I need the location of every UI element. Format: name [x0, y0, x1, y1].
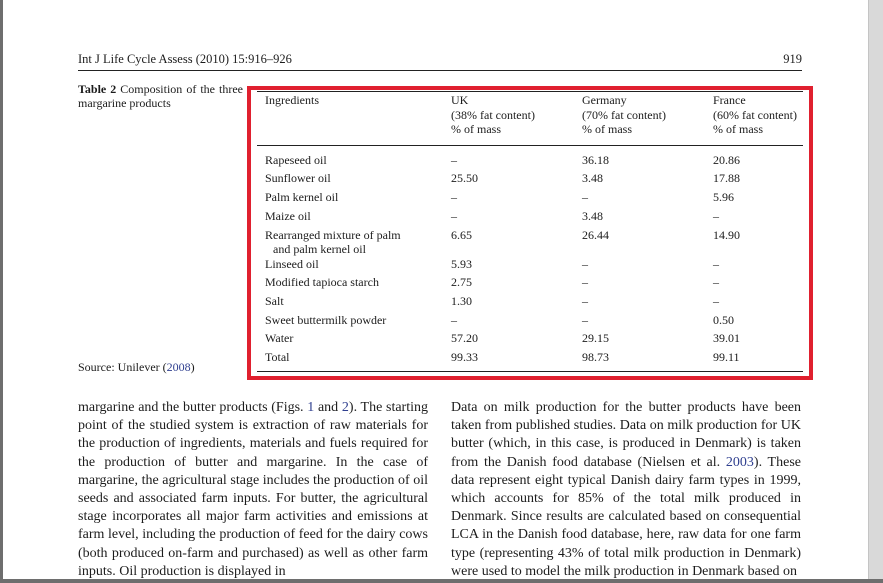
- citation-year-link[interactable]: 2003: [725, 454, 754, 470]
- header-ingredients: Ingredients: [265, 93, 319, 107]
- viewer-left-edge: [0, 0, 3, 583]
- header-france-country: France: [713, 93, 746, 107]
- row-ingredient: Salt: [265, 294, 284, 308]
- row-germany-value: –: [582, 257, 588, 271]
- body-right-text-2: ). These data represent eight typical Danish dairy farm types in 1999, which accounts for 85% of the total milk produced in Denmark. Since results are calculated based on consequential LCA in the Danish food database, here, raw data for one farm type (representing 43% of total milk production in Denmark) were used to model the milk production in Denmark based on: [451, 454, 801, 579]
- header-uk-unit: % of mass: [451, 122, 501, 136]
- row-france-value: 0.50: [713, 313, 734, 327]
- row-germany-value: –: [582, 275, 588, 289]
- row-france-value: 5.96: [713, 190, 734, 204]
- header-france-fat: (60% fat content): [713, 107, 797, 122]
- header-rule: [78, 70, 802, 71]
- body-left-text-2: and: [314, 400, 342, 415]
- row-uk-value: –: [451, 313, 457, 327]
- source-year-link[interactable]: 2008: [166, 360, 191, 374]
- source-suffix: ): [190, 360, 195, 374]
- header-france-unit: % of mass: [713, 122, 763, 136]
- row-ingredient: Water: [265, 331, 294, 345]
- table-highlight-box: [247, 86, 813, 380]
- header-germany-unit: % of mass: [582, 122, 632, 136]
- journal-citation: Int J Life Cycle Assess (2010) 15:916–926: [78, 52, 292, 66]
- row-france-value: 14.90: [713, 228, 740, 242]
- header-uk-country: UK: [451, 93, 469, 107]
- table-source: [78, 360, 195, 375]
- row-uk-value: 1.30: [451, 294, 472, 308]
- page-number: 919: [783, 52, 802, 66]
- row-uk-value: –: [451, 153, 457, 167]
- header-uk-fat: (38% fat content): [451, 107, 535, 122]
- row-france-value: 99.11: [713, 350, 740, 364]
- row-germany-value: 98.73: [582, 350, 609, 364]
- viewer-scrollbar[interactable]: [868, 0, 883, 583]
- viewer-bottom-edge: [0, 579, 883, 583]
- row-ingredient-continuation: and palm kernel oil: [273, 242, 366, 256]
- table-caption: [78, 82, 243, 110]
- row-uk-value: –: [451, 190, 457, 204]
- row-uk-value: 99.33: [451, 350, 478, 364]
- row-ingredient: Sweet buttermilk powder: [265, 313, 387, 327]
- row-ingredient: Modified tapioca starch: [265, 275, 379, 289]
- row-ingredient: Rapeseed oil: [265, 153, 327, 167]
- figure-1-link[interactable]: 1: [307, 400, 315, 415]
- header-germany-fat: (70% fat content): [582, 107, 666, 122]
- row-uk-value: 57.20: [451, 331, 478, 345]
- row-ingredient: Maize oil: [265, 209, 311, 223]
- row-france-value: –: [713, 209, 719, 223]
- row-germany-value: 3.48: [582, 171, 603, 185]
- row-ingredient: Rearranged mixture of palm: [265, 228, 401, 242]
- row-uk-value: 5.93: [451, 257, 472, 271]
- row-germany-value: –: [582, 294, 588, 308]
- body-left-text-1: margarine and the butter products (Figs.: [78, 400, 308, 415]
- source-prefix: Source: Unilever (: [78, 360, 167, 374]
- row-france-value: 39.01: [713, 331, 740, 345]
- row-france-value: 20.86: [713, 153, 740, 167]
- row-france-value: 17.88: [713, 171, 740, 185]
- row-uk-value: 6.65: [451, 228, 472, 242]
- row-france-value: –: [713, 257, 719, 271]
- row-ingredient: Linseed oil: [265, 257, 319, 271]
- row-uk-value: 25.50: [451, 171, 478, 185]
- row-germany-value: 3.48: [582, 209, 603, 223]
- row-germany-value: 26.44: [582, 228, 609, 242]
- body-right-text-1: Data on milk production for the butter products have been taken from published studies. Data on milk production for UK butter (which, in this case, is produced in Denmark) is taken from the Danish food database (Nielsen et al.: [451, 400, 801, 470]
- row-france-value: –: [713, 294, 719, 308]
- body-text-right-column: [451, 399, 801, 581]
- row-uk-value: 2.75: [451, 275, 472, 289]
- row-germany-value: 36.18: [582, 153, 609, 167]
- row-germany-value: –: [582, 190, 588, 204]
- row-germany-value: 29.15: [582, 331, 609, 345]
- figure-2-link[interactable]: 2: [341, 400, 349, 415]
- header-germany-country: Germany: [582, 93, 627, 107]
- row-france-value: –: [713, 275, 719, 289]
- row-ingredient: Palm kernel oil: [265, 190, 339, 204]
- row-ingredient: Sunflower oil: [265, 171, 331, 185]
- body-text-left-column: [78, 399, 428, 581]
- body-left-text-3: ). The starting point of the studied system is extraction of raw materials for the production of ingredients, materials and fuels required for the production of butter and margarine. In the case of margarine, the agricultural stage includes the production of oil seeds and associated farm inputs. For butter, the agricultural stage incorporates all major farm activities and emissions at farm level, including the production of feed for the dairy cows (both produced on-farm and purchased) as well as other farm inputs. Oil production is displayed in: [78, 400, 429, 579]
- row-ingredient: Total: [265, 350, 290, 364]
- table-label: Table 2: [78, 82, 117, 96]
- row-germany-value: –: [582, 313, 588, 327]
- row-uk-value: –: [451, 209, 457, 223]
- table-caption-text: Composition of the three margarine products: [78, 82, 244, 110]
